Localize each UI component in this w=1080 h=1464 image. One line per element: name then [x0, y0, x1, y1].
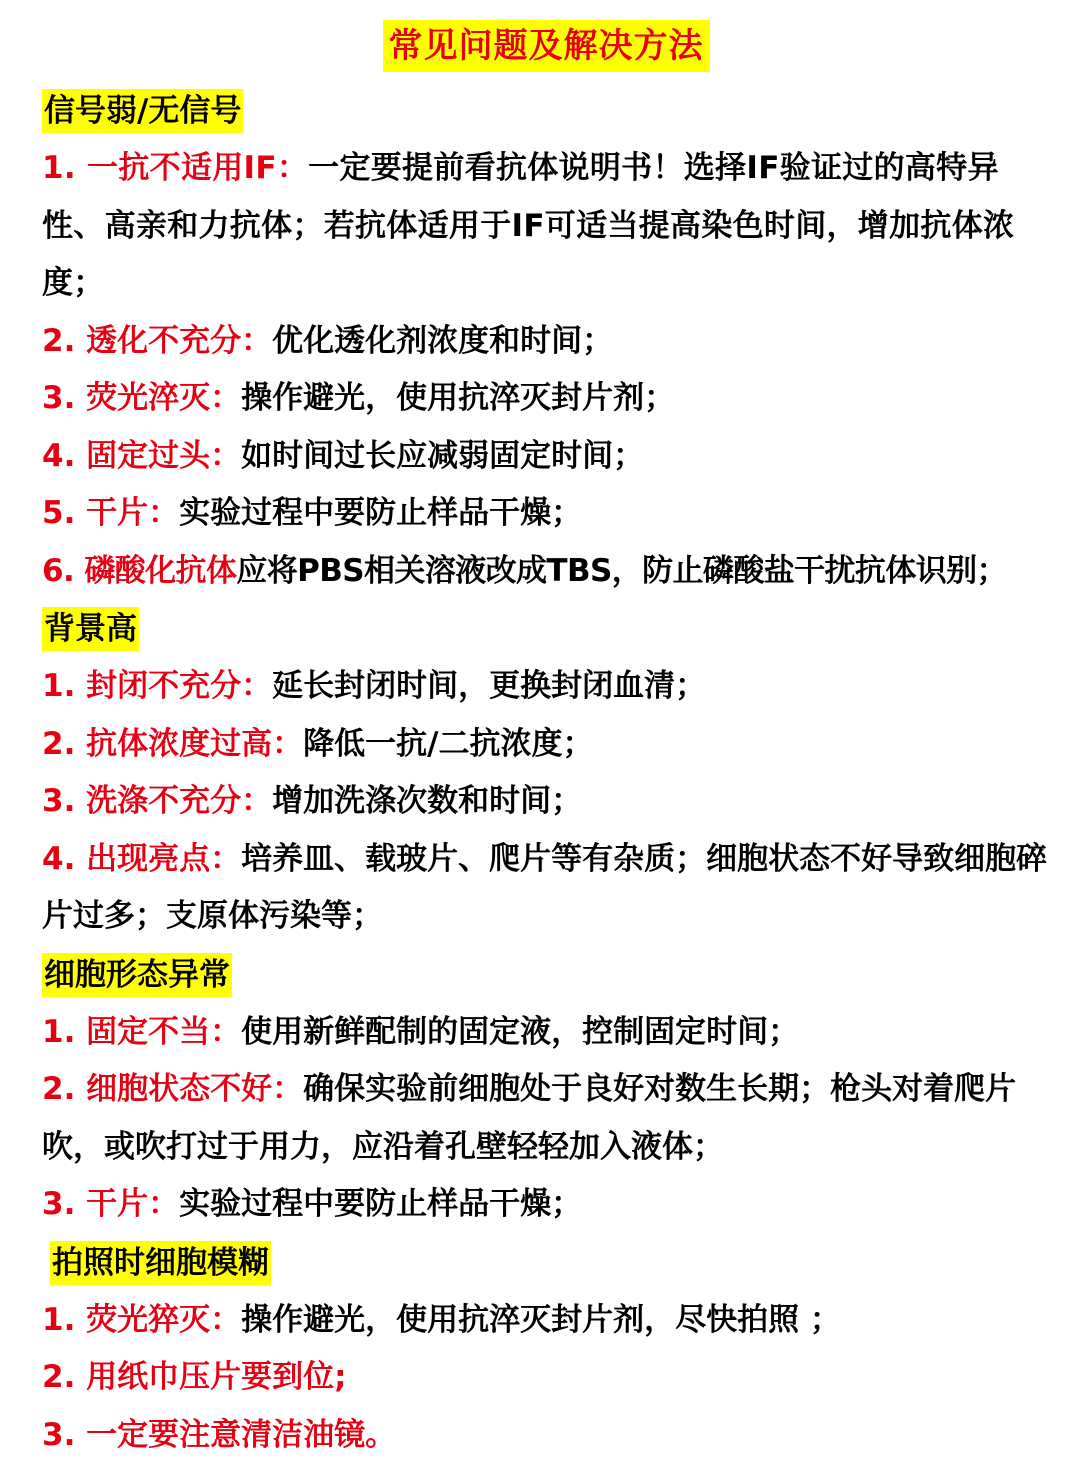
section-heading-high-background: 背景高	[42, 607, 139, 651]
item-label: 1. 荧光猝灭：	[42, 1302, 241, 1338]
item-label: 4. 出现亮点：	[42, 841, 241, 877]
list-item	[42, 370, 1050, 428]
item-text: 实验过程中要防止样品干燥；	[179, 1186, 582, 1222]
section-heading-weak-signal: 信号弱/无信号	[42, 89, 243, 133]
list-item	[42, 658, 1050, 716]
item-label: 4. 固定过头：	[42, 438, 241, 474]
item-text: 如时间过长应减弱固定时间；	[241, 438, 644, 474]
list-item	[42, 543, 1050, 601]
title-row	[42, 20, 1050, 78]
section-heading-blurry-imaging: 拍照时细胞模糊	[50, 1241, 271, 1285]
list-item	[42, 831, 1050, 946]
list-item	[42, 313, 1050, 371]
item-text: 增加洗涤次数和时间；	[272, 783, 582, 819]
section-heading-row	[42, 82, 1050, 140]
item-label: 3. 干片：	[42, 1186, 179, 1222]
list-item	[42, 140, 1050, 313]
item-label: 1. 固定不当：	[42, 1014, 241, 1050]
item-text: 应将PBS相关溶液改成TBS，防止磷酸盐干扰抗体识别；	[236, 553, 1007, 589]
item-text: 一定要提前看抗体说明书！选择IF验证过的高特异性、高亲和力抗体；若抗体适用于IF可适当提高染色时间，增加抗体浓度；	[42, 150, 1014, 301]
list-item	[42, 773, 1050, 831]
item-label: 5. 干片：	[42, 495, 179, 531]
item-text: 操作避光，使用抗淬灭封片剂，尽快拍照 ；	[241, 1302, 841, 1338]
item-label: 2. 抗体浓度过高：	[42, 726, 303, 762]
list-item	[42, 1292, 1050, 1350]
item-label: 1. 一抗不适用IF：	[42, 150, 308, 186]
item-text: 优化透化剂浓度和时间；	[272, 323, 613, 359]
list-item	[42, 1004, 1050, 1062]
item-label: 3. 荧光淬灭：	[42, 380, 241, 416]
item-text: 确保实验前细胞处于良好对数生长期；枪头对着爬片吹，或吹打过于用力，应沿着孔壁轻轻加入液体；	[42, 1071, 1016, 1165]
list-item	[42, 1061, 1050, 1176]
item-text: 培养皿、载玻片、爬片等有杂质；细胞状态不好导致细胞碎片过多；支原体污染等；	[42, 841, 1047, 935]
section-heading-row	[42, 1234, 1050, 1292]
list-item	[42, 428, 1050, 486]
list-item	[42, 1176, 1050, 1234]
item-label: 1. 封闭不充分：	[42, 668, 272, 704]
item-label: 3. 洗涤不充分：	[42, 783, 272, 819]
item-label: 3. 一定要注意清洁油镜。	[42, 1417, 396, 1453]
section-heading-abnormal-morphology: 细胞形态异常	[42, 953, 232, 997]
section-heading-row	[42, 600, 1050, 658]
item-label: 2. 透化不充分：	[42, 323, 272, 359]
item-text: 降低一抗/二抗浓度；	[303, 726, 593, 762]
item-text: 操作避光，使用抗淬灭封片剂；	[241, 380, 675, 416]
item-text: 延长封闭时间，更换封闭血清；	[272, 668, 706, 704]
item-label: 2. 用纸巾压片要到位;	[42, 1359, 347, 1395]
item-label: 6. 磷酸化抗体	[42, 553, 236, 589]
item-label: 2. 细胞状态不好：	[42, 1071, 303, 1107]
list-item	[42, 1407, 1050, 1464]
list-item	[42, 1349, 1050, 1407]
list-item	[42, 485, 1050, 543]
list-item	[42, 716, 1050, 774]
section-heading-row	[42, 946, 1050, 1004]
item-text: 使用新鲜配制的固定液，控制固定时间；	[241, 1014, 799, 1050]
item-text: 实验过程中要防止样品干燥；	[179, 495, 582, 531]
page-title: 常见问题及解决方法	[383, 20, 710, 72]
